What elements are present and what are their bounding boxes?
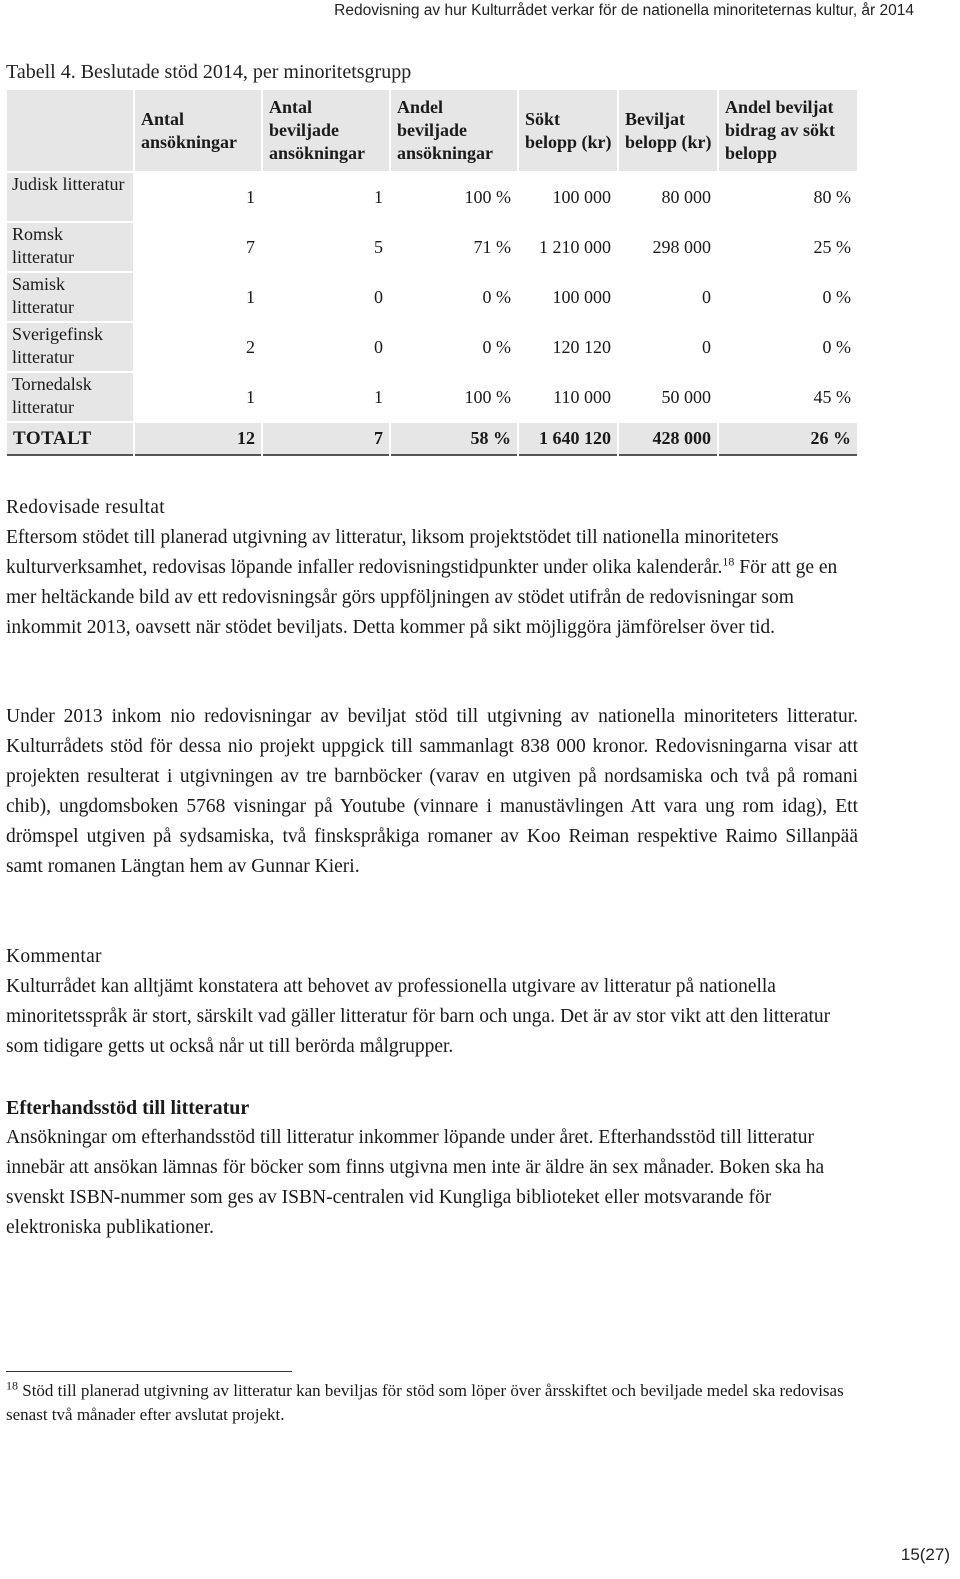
table-cell: 50 000	[661, 386, 711, 407]
table-caption: Tabell 4. Beslutade stöd 2014, per minoritetsgrupp	[6, 61, 412, 83]
table-cell: 2	[246, 336, 255, 357]
total-cell: 7	[263, 423, 389, 456]
column-header: Sökt belopp (kr)	[519, 90, 617, 171]
post-support-paragraph: Ansökningar om efterhandsstöd till litteratur inkommer löpande under året. Efterhandsstöd till litteratur innebär att ansökan lämnas för böcker som finns utgivna men inte är äldre än sex månader. Boken ska ha svenskt ISBN-nummer som ges av ISBN-centralen vid Kungliga biblioteket eller motsvarande för elektroniska publikationer.	[6, 1127, 825, 1238]
table-row	[7, 373, 857, 421]
post-support-section	[6, 1093, 858, 1243]
column-header: Antal ansökningar	[135, 90, 261, 171]
footnote-reference: 18	[722, 554, 735, 569]
table-cell: 100 %	[464, 186, 511, 207]
total-cell: 1 640 120	[519, 423, 617, 456]
table-total-row	[7, 423, 857, 456]
table-row	[7, 223, 857, 271]
results-section	[6, 493, 858, 643]
table-cell: 0	[702, 336, 711, 357]
table-cell: 0 %	[822, 286, 851, 307]
row-label: Judisk litteratur	[7, 173, 133, 221]
column-header: Andel beviljade ansökningar	[391, 90, 517, 171]
footnote-divider	[6, 1371, 292, 1372]
table-cell: 1	[374, 186, 383, 207]
row-label: Sverigefinsk litteratur	[7, 323, 133, 371]
table-cell: 110 000	[553, 386, 611, 407]
running-header: Redovisning av hur Kulturrådet verkar för de nationella minoriteternas kultur, år 2014	[334, 2, 914, 19]
table-cell: 100 000	[552, 186, 611, 207]
row-label: Tornedalsk litteratur	[7, 373, 133, 421]
table-row	[7, 323, 857, 371]
table-cell: 1 210 000	[539, 236, 611, 257]
table-cell: 71 %	[473, 236, 511, 257]
minority-support-table	[5, 88, 859, 458]
results-paragraph-1-end: För att ge en mer heltäckande bild av ett redovisningsår görs uppföljningen av stödet utifrån de redovisningar som inkommit 2013, oavsett när stödet beviljats. Detta kommer på sikt möjliggöra jämförelser över tid.	[6, 557, 838, 638]
comment-heading: Kommentar	[6, 946, 102, 967]
comment-paragraph: Kulturrådet kan alltjämt konstatera att behovet av professionella utgivare av litteratur på nationella minoritetsspråk är stort, särskilt vad gäller litteratur för barn och unga. Det är av stor vikt att den litteratur som tidigare getts ut också når ut till berörda målgrupper.	[6, 976, 831, 1057]
table-cell: 80 000	[661, 186, 711, 207]
total-cell: 12	[135, 423, 261, 456]
table-cell: 25 %	[813, 236, 851, 257]
footnote-text: Stöd till planerad utgivning av litteratur kan beviljas för stöd som löper över årsskiftet och beviljade medel ska redovisas senast två månader efter avslutat projekt.	[6, 1381, 844, 1424]
table-cell: 0	[374, 336, 383, 357]
footnote-number: 18	[6, 1378, 18, 1393]
row-label: Samisk litteratur	[7, 273, 133, 321]
results-paragraph-1	[6, 523, 858, 643]
table-header-row	[7, 90, 857, 171]
total-cell: 26 %	[719, 423, 857, 456]
table-cell: 80 %	[813, 186, 851, 207]
comment-section	[6, 942, 858, 1062]
results-heading: Redovisade resultat	[6, 497, 165, 518]
table-cell: 0 %	[822, 336, 851, 357]
results-paragraph-2: Under 2013 inkom nio redovisningar av beviljat stöd till utgivning av nationella minoriteters litteratur. Kulturrådets stöd för dessa nio projekt uppgick till sammanlagt 838 000 kronor. Redovisningarna visar att projekten resulterat i utgivningen av tre barnböcker (varav en utgiven på nordsamiska och två på romani chib), ungdomsboken 5768 visningar på Youtube (vinnare i manustävlingen Att vara ung rom idag), Ett drömspel utgiven på sydsamiska, två finskspråkiga romaner av Koo Reiman respektive Raimo Sillanpää samt romanen Längtan hem av Gunnar Kieri.	[6, 706, 858, 877]
total-cell: 428 000	[619, 423, 717, 456]
table-cell: 298 000	[652, 236, 711, 257]
table-cell: 0	[374, 286, 383, 307]
post-support-heading: Efterhandsstöd till litteratur	[6, 1097, 250, 1119]
table-cell: 0 %	[482, 336, 511, 357]
table-cell: 1	[246, 186, 255, 207]
page-number: 15(27)	[900, 1545, 950, 1564]
footnote	[6, 1379, 858, 1427]
table-row	[7, 273, 857, 321]
table-cell: 100 000	[552, 286, 611, 307]
table-cell: 0	[702, 286, 711, 307]
table-cell: 1	[246, 286, 255, 307]
table-cell: 1	[374, 386, 383, 407]
column-header: Andel beviljat bidrag av sökt belopp	[719, 90, 857, 171]
table-cell: 7	[246, 236, 255, 257]
table-cell: 45 %	[813, 386, 851, 407]
column-header: Antal beviljade ansökningar	[263, 90, 389, 171]
table-cell: 100 %	[464, 386, 511, 407]
results-paragraph-1-start: Eftersom stödet till planerad utgivning av litteratur, liksom projektstödet till nationella minoriteters kulturverksamhet, redovisas löpande infaller redovisningstidpunkter under olika kalenderår.	[6, 527, 779, 578]
table-cell: 5	[374, 236, 383, 257]
total-label: TOTALT	[7, 423, 133, 456]
table-row	[7, 173, 857, 221]
row-label: Romsk litteratur	[7, 223, 133, 271]
column-header: Beviljat belopp (kr)	[619, 90, 717, 171]
table-corner-cell	[7, 90, 133, 171]
total-cell: 58 %	[391, 423, 517, 456]
table-cell: 1	[246, 386, 255, 407]
table-cell: 0 %	[482, 286, 511, 307]
table-cell: 120 120	[552, 336, 611, 357]
